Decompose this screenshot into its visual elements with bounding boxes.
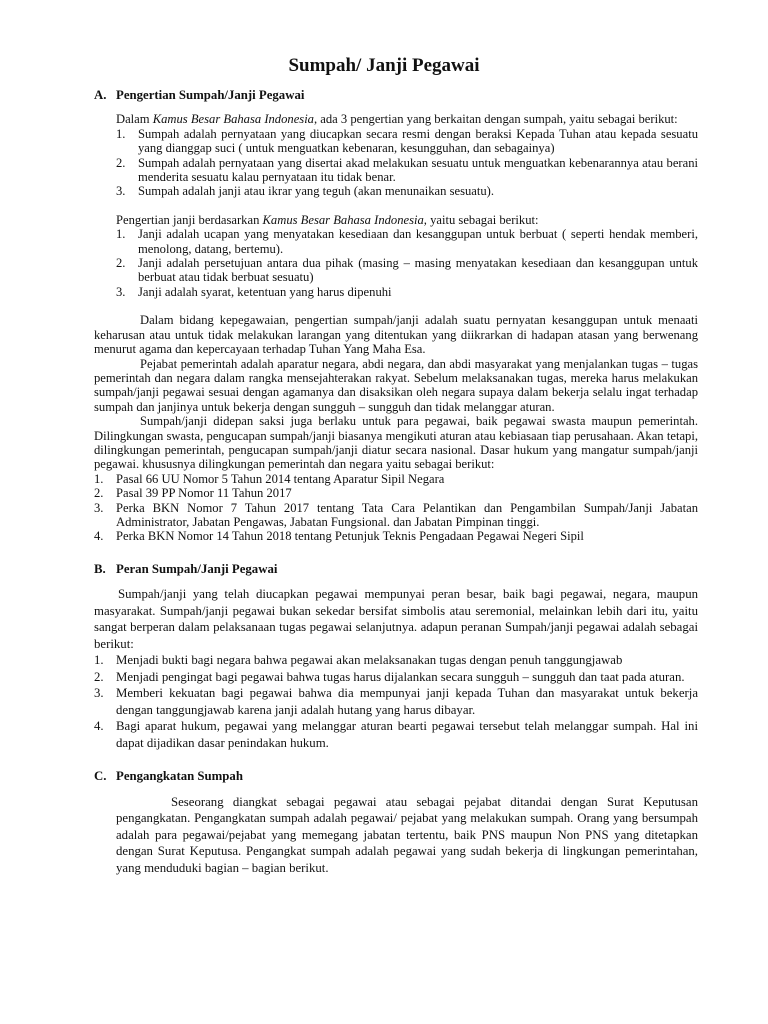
list-item [94,669,698,686]
section-c-body [116,794,698,877]
list-item-text: Janji adalah ucapan yang menyatakan kesediaan dan kesanggupan untuk berbuat ( seperti hendak memberi, menolong, datang, bertemu). [138,227,698,256]
list-item [116,127,698,156]
section-a-letter: A. [94,88,107,102]
janji-intro [116,213,698,227]
list-item-text: Menjadi pengingat bagi pegawai bahwa tugas harus dijalankan secara sungguh – sungguh dan taat pada aturan. [116,669,685,684]
list-item-number: 1. [116,227,126,242]
section-b-title: Peran Sumpah/Janji Pegawai [116,561,278,576]
list-item-number: 2. [116,256,126,271]
list-item-number: 2. [94,486,104,501]
peran-list [94,652,698,751]
list-item [116,256,698,285]
section-c-letter: C. [94,769,107,784]
list-item [116,184,698,198]
list-item-text: Sumpah adalah pernyataan yang disertai akad melakukan sesuatu untuk menguatkan kebenarannya atau berani menderita sesuatu kalau pernyataan itu tidak benar. [138,155,698,185]
sumpah-intro-post: , ada 3 pengertian yang berkaitan dengan sumpah, yaitu sebagai berikut: [313,112,678,127]
janji-intro-post: yaitu sebagai berikut: [426,212,539,227]
section-c-heading [94,769,698,783]
list-item-number: 1. [94,653,104,668]
document-body [94,88,698,876]
legal-basis-list [94,472,698,544]
list-item [94,529,698,543]
section-a-heading [94,88,698,102]
list-item-text: Perka BKN Nomor 7 Tahun 2017 tentang Tata Cara Pelantikan dan Pengambilan Sumpah/Janji Jabatan Administrator, Jabatan Pengawas, Jabatan Fungsional. dan Jabatan Pimpinan tinggi. [116,500,698,529]
section-b-letter: B. [94,561,106,576]
sumpah-intro [116,112,698,126]
list-item-number: 4. [94,529,104,544]
section-a-title: Pengertian Sumpah/Janji Pegawai [116,88,305,102]
list-item [94,472,698,486]
list-item-text: Janji adalah persetujuan antara dua pihak (masing – masing menyatakan kesediaan dan kesanggupan untuk berbuat atau tidak berbuat sesuatu) [138,256,698,285]
list-item [116,156,698,185]
list-item-number: 3. [94,500,104,515]
section-a-body [116,112,698,299]
peran-paragraph: Sumpah/janji yang telah diucapkan pegawai mempunyai peran besar, baik bagi pegawai, negara, maupun masyarakat. Sumpah/janji pegawai bukan sekedar bersifat simbolis atau seremonial, melainkan lebih dari itu, yaitu sangat berperan dalam pelaksanaan tugas pegawai selanjutnya. adapun peranan Sumpah/janji pegawai adalah sebagai berikut: [94,587,698,651]
section-c-title: Pengangkatan Sumpah [116,769,243,784]
list-item-number: 3. [94,686,104,701]
list-item-text: Bagi aparat hukum, pegawai yang melanggar aturan bearti pegawai tersebut telah melanggar sumpah. Hal ini dapat dijadikan dasar penindakan hukum. [116,719,698,750]
list-item-number: 3. [116,184,126,199]
list-item-text: Memberi kekuatan bagi pegawai bahwa dia mempunyai janji kepada Tuhan dan masyarakat untuk bekerja dengan tanggungjawab karena janji adalah hutang yang harus dibayar. [116,686,698,717]
list-item-number: 4. [94,719,104,734]
pengangkatan-paragraph: Seseorang diangkat sebagai pegawai atau sebagai pejabat ditandai dengan Surat Keputusan pengangkatan. Pengangkatan sumpah adalah pegawai/ pejabat yang melakukan sumpah. Orang yang bersumpah adalah para pegawai/pejabat yang memegang jabatan tertentu, baik PNS maupun Non PNS yang ditetapkan dengan Surat Keputusa. Pengangkat sumpah adalah pegawai yang sudah bekerja di lingkungan pemerintahan, yang menduduki bagian – bagian berikut. [116,794,698,875]
list-item-text: Janji adalah syarat, ketentuan yang harus dipenuhi [138,284,392,299]
sumpah-intro-kbbi: Kamus Besar Bahasa Indonesia [152,112,314,127]
sumpah-definition-list [116,127,698,199]
saksi-paragraph: Sumpah/janji didepan saksi juga berlaku untuk para pegawai, baik pegawai swasta maupun pemerintah. Dilingkungan swasta, pengucapan sumpah/janji biasanya mengikuti aturan atau kebiasaan tiap perusahaan. Akan tetapi, dilingkungan pemerintah, pengucapan sumpah/janji diatur secara nasional. Dasar hukum yang mangatur sumpah/janji pegawai. khususnya dilingkungan pemerintah dan negara yaitu sebagai berikut: [94,414,698,472]
pejabat-paragraph: Pejabat pemerintah adalah aparatur negara, abdi negara, dan abdi masyarakat yang menjalankan tugas – tugas pemerintah dan negara dalam rangka mensejahterakan rakyat. Sebelum melaksanakan tugas, mereka harus melakukan sumpah/janji pegawai sesuai dengan agamanya dan disaksikan oleh negara supaya dalam bekerja selalu ingat terhadap sumpah dan janjinya untuk bekerja dengan sungguh – sungguh dan tidak melanggar aturan. [94,356,698,414]
list-item-text: Pasal 66 UU Nomor 5 Tahun 2014 tentang Aparatur Sipil Negara [116,471,445,486]
sumpah-intro-pre: Dalam [116,112,153,127]
section-b-body [94,586,698,751]
list-item [116,285,698,299]
list-item-text: Sumpah adalah janji atau ikrar yang teguh (akan menunaikan sesuatu). [138,184,495,199]
page-title: Sumpah/ Janji Pegawai [288,55,480,76]
list-item-number: 2. [116,155,126,170]
list-item-number: 3. [116,284,126,299]
list-item [116,227,698,256]
janji-definition-list [116,227,698,299]
janji-intro-kbbi: Kamus Besar Bahasa Indonesia, [262,212,427,227]
list-item [94,718,698,751]
list-item [94,501,698,530]
section-b-heading [94,562,698,576]
list-item-text: Sumpah adalah pernyataan yang diucapkan secara resmi dengan beraksi Kepada Tuhan atau kepada sesuatu yang dianggap suci ( untuk menguatkan kebenaran, kesungguhan, dan sebagainya) [138,126,698,156]
list-item-number: 1. [116,126,126,141]
list-item [94,685,698,718]
list-item-text: Pasal 39 PP Nomor 11 Tahun 2017 [116,486,292,501]
list-item [94,486,698,500]
janji-intro-pre: Pengertian janji berdasarkan [116,212,263,227]
list-item-number: 1. [94,471,104,486]
list-item-text: Menjadi bukti bagi negara bahwa pegawai akan melaksanakan tugas dengan penuh tanggungjawab [116,653,623,668]
list-item-text: Perka BKN Nomor 14 Tahun 2018 tentang Petunjuk Teknis Pengadaan Pegawai Negeri Sipil [116,529,584,544]
list-item-number: 2. [94,669,104,684]
kepegawaian-paragraph: Dalam bidang kepegawaian, pengertian sumpah/janji adalah suatu pernyatan kesanggupan untuk menaati keharusan atau untuk tidak melakukan larangan yang ditentukan yang diikrarkan di hadapan atasan yang berwenang menurut agama dan kepercayaan terhadap Tuhan Yang Maha Esa. [94,313,698,357]
list-item [94,652,698,669]
